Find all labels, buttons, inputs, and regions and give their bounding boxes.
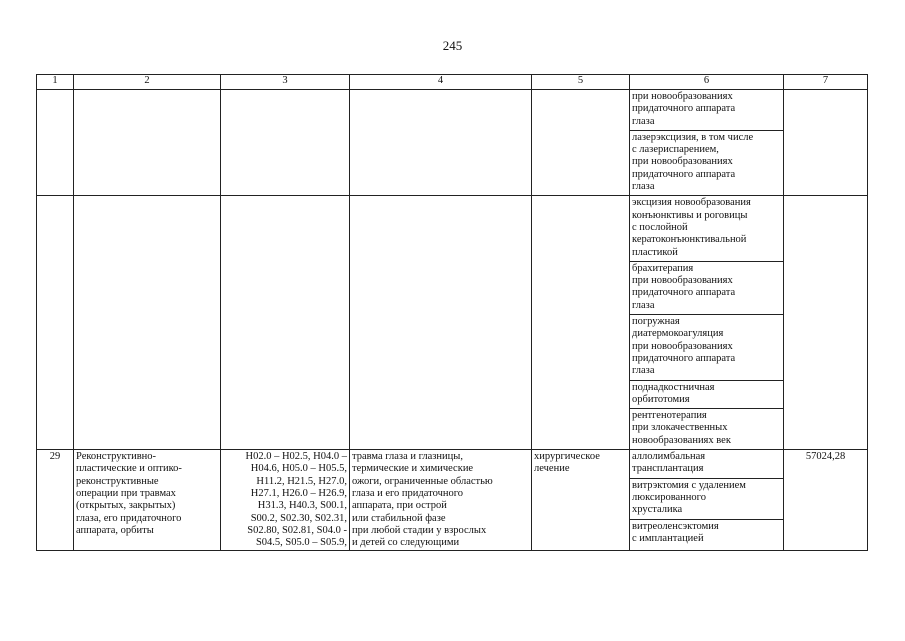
- method-item: брахитерапия при новообразованиях придаточного аппарата глаза: [630, 262, 783, 315]
- page-number: 245: [442, 38, 463, 53]
- column-header-4: 4: [350, 75, 532, 90]
- column-header-2: 2: [74, 75, 221, 90]
- page-bottom-cutoff: [36, 591, 867, 641]
- cell-empty: [37, 90, 74, 196]
- cost-cell: 57024,28: [784, 450, 868, 551]
- cell-empty: [74, 90, 221, 196]
- cell-empty: [350, 196, 532, 450]
- cell-empty: [221, 90, 350, 196]
- cell-empty: [784, 90, 868, 196]
- column-number-header-row: [37, 75, 868, 90]
- row-number: 29: [37, 450, 74, 551]
- cell-empty: [784, 196, 868, 450]
- method-item: поднадкостничная орбитотомия: [630, 381, 783, 410]
- method-cell: [630, 90, 784, 196]
- column-header-3: 3: [221, 75, 350, 90]
- cell-empty: [221, 196, 350, 450]
- method-item: погружная диатермокоагуляция при новообразованиях придаточного аппарата глаза: [630, 315, 783, 380]
- method-item: эксцизия новообразования конъюнктивы и роговицы с послойной кератоконъюнктивальной пластикой: [630, 196, 783, 261]
- table-row-29: [37, 450, 868, 551]
- method-item: витреоленсэктомия с имплантацией: [632, 520, 719, 544]
- column-header-7: 7: [784, 75, 868, 90]
- cell-empty: [350, 90, 532, 196]
- method-item: рентгенотерапия при злокачественных новообразованиях век: [632, 410, 731, 446]
- method-item: лазерэксцизия, в том числе с лазериспарением, при новообразованиях придаточного аппарата глаза: [632, 131, 754, 193]
- method-item: при новообразованиях придаточного аппарата глаза: [630, 90, 783, 131]
- icd-codes-cell: H02.0 – H02.5, H04.0 – H04.6, H05.0 – H05.5, H11.2, H21.5, H27.0, H27.1, H26.0 – H26.9, H31.3, H40.3, S00.1, S00.2, S02.30, S02.31, S02.80, S02.81, S04.0 - S04.5, S05.0 – S05.9,: [221, 450, 350, 551]
- cell-empty: [37, 196, 74, 450]
- method-cell: [630, 450, 784, 551]
- cell-empty: [74, 196, 221, 450]
- cell-empty: [532, 90, 630, 196]
- profile-name-cell: Реконструктивно- пластические и оптико- реконструктивные операции при травмах (открытых, закрытых) глаза, его придаточного аппарата, орбиты: [74, 450, 221, 551]
- method-item: витрэктомия с удалением люксированного хрусталика: [630, 479, 783, 520]
- table-row-continuation-1: [37, 90, 868, 196]
- column-header-1: 1: [37, 75, 74, 90]
- treatment-type-cell: хирургическое лечение: [532, 450, 630, 551]
- method-item: аллолимбальная трансплантация: [630, 450, 783, 479]
- medical-procedures-table: [36, 74, 868, 551]
- cell-empty: [532, 196, 630, 450]
- column-header-5: 5: [532, 75, 630, 90]
- column-header-6: 6: [630, 75, 784, 90]
- diagnosis-cell: травма глаза и глазницы, термические и химические ожоги, ограниченные областью глаза и его придаточного аппарата, при острой или стабильной фазе при любой стадии у взрослых и детей со следующими: [350, 450, 532, 551]
- table-row-continuation-2: [37, 196, 868, 450]
- method-cell: [630, 196, 784, 450]
